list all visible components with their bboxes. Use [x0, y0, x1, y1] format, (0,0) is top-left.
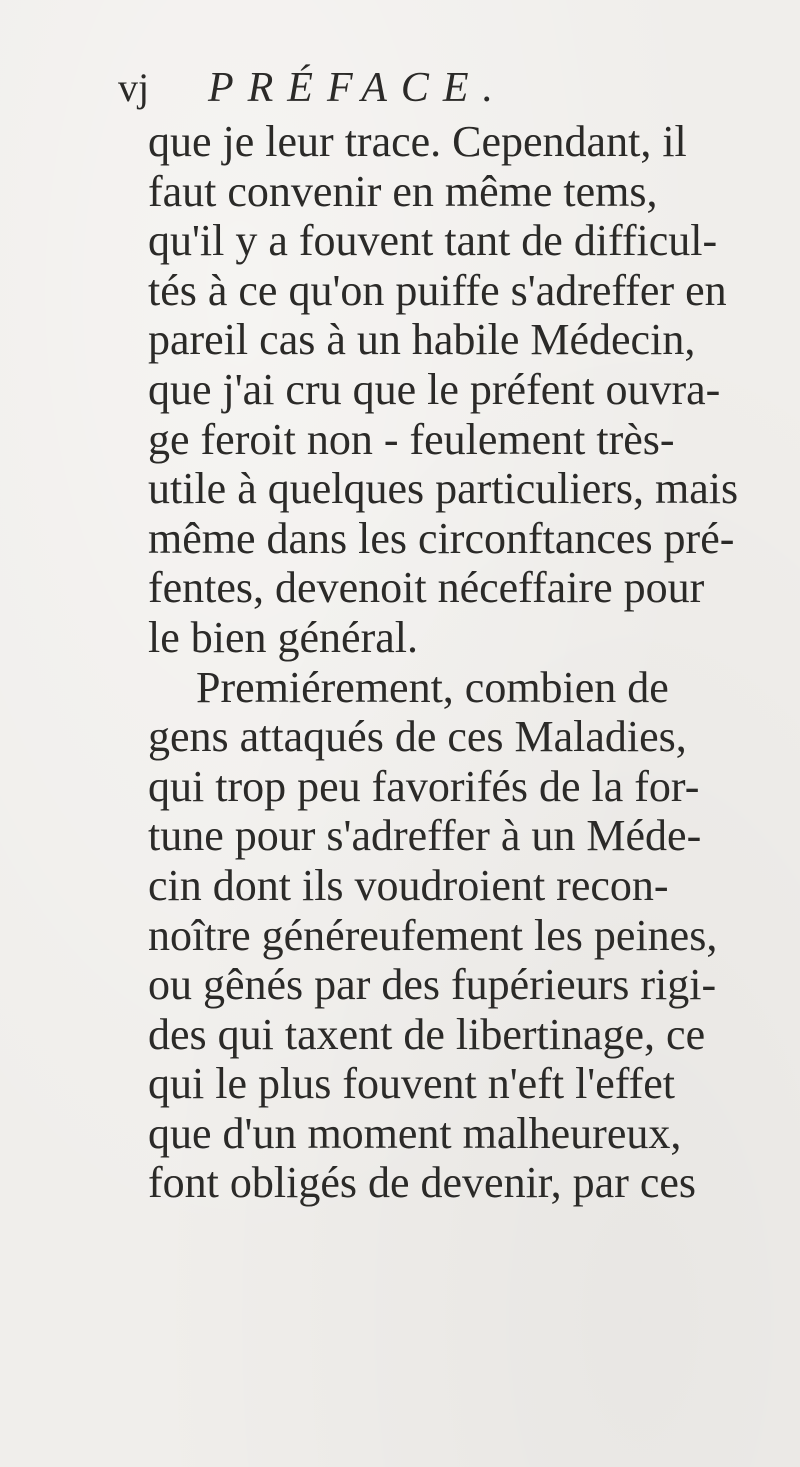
text-line: des qui taxent de libertinage, ce — [148, 1009, 706, 1059]
text-line: qui trop peu favorifés de la for- — [148, 761, 700, 811]
text-line: ge feroit non - feulement très- — [148, 414, 675, 464]
text-line: qui le plus fouvent n'eft l'effet — [148, 1059, 676, 1109]
text-line: font obligés de devenir, par ces — [148, 1158, 697, 1208]
paragraph-start-line: Premiérement, combien de — [196, 662, 669, 712]
page-number: vj — [118, 65, 150, 110]
text-line: que je leur trace. Cependant, il — [148, 117, 687, 166]
running-title: PRÉFACE. — [208, 65, 508, 111]
body-text — [148, 117, 788, 1208]
text-line: tune pour s'adreffer à un Méde- — [148, 811, 702, 861]
text-line: ou gênés par des fupérieurs rigi- — [148, 960, 717, 1010]
text-line: que j'ai cru que le préfent ouvra- — [148, 364, 721, 414]
text-line: pareil cas à un habile Médecin, — [148, 315, 696, 365]
text-line: même dans les circonftances pré- — [148, 513, 735, 563]
text-line: cin dont ils voudroient recon- — [148, 860, 669, 910]
text-line: le bien général. — [148, 612, 418, 662]
text-line: utile à quelques particuliers, mais — [148, 464, 739, 514]
text-line: fentes, devenoit néceffaire pour — [148, 563, 705, 613]
text-line: qu'il y a fouvent tant de difficul- — [148, 216, 718, 266]
text-line: faut convenir en même tems, — [148, 166, 658, 216]
text-line: que d'un moment malheureux, — [148, 1108, 682, 1158]
text-line: tés à ce qu'on puiffe s'adreffer en — [148, 265, 727, 315]
text-line: noître généreufement les peines, — [148, 910, 718, 960]
text-line: gens attaqués de ces Maladies, — [148, 712, 687, 762]
page-header — [118, 64, 507, 124]
